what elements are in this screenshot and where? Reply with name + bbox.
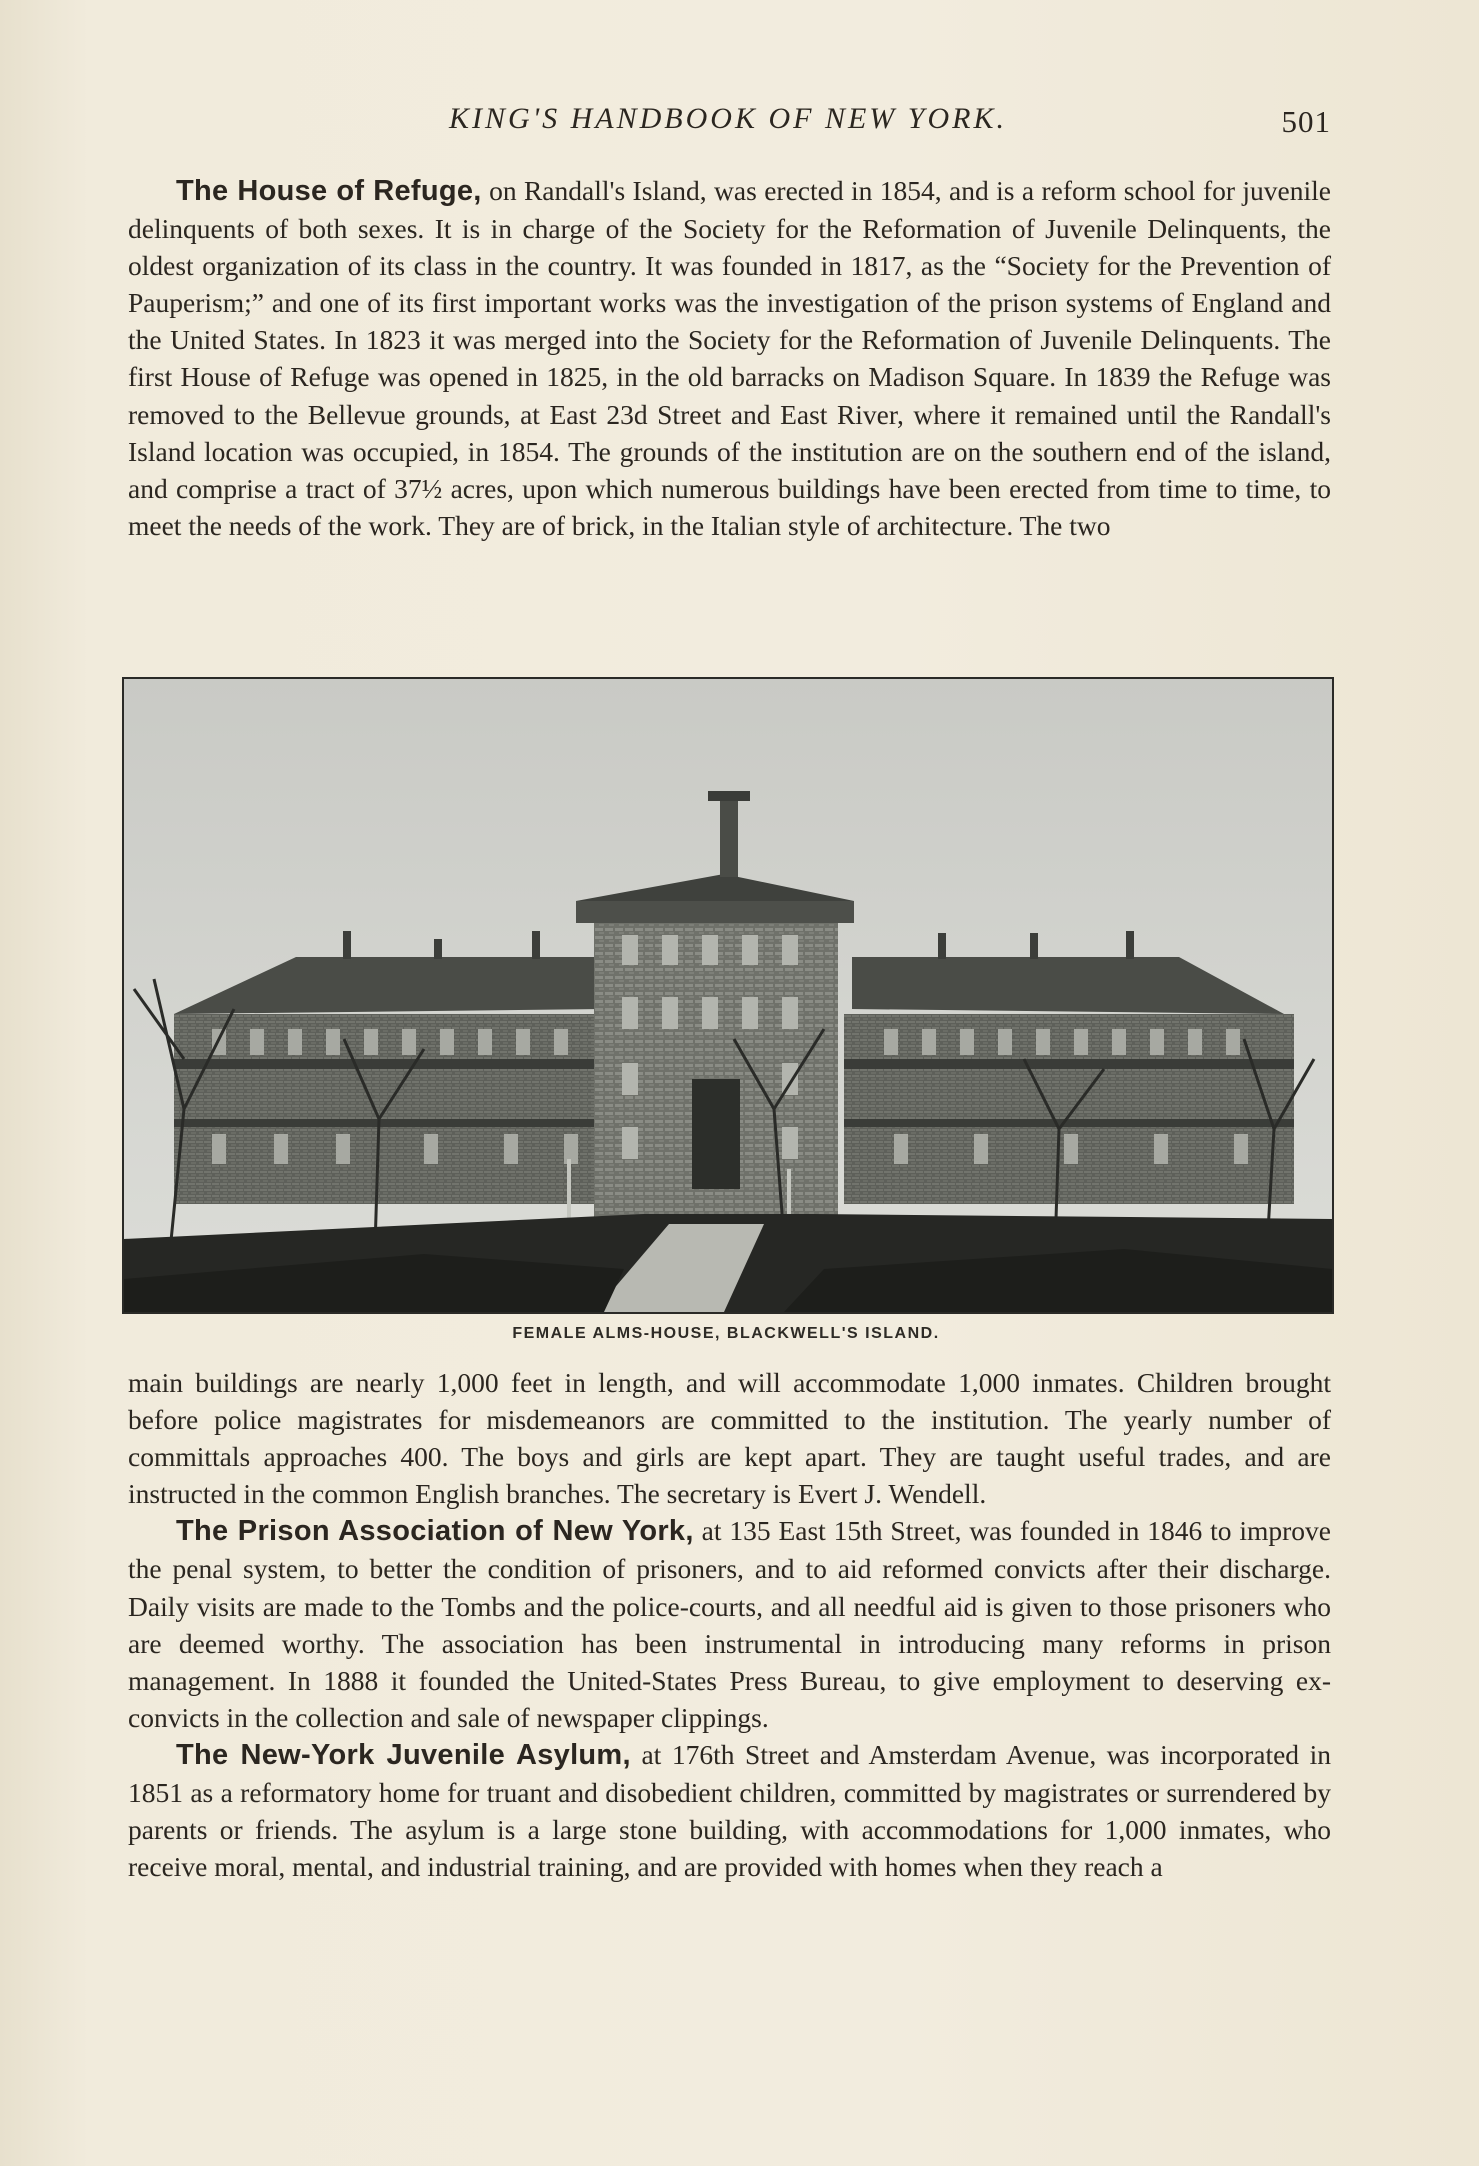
paragraph-juvenile-asylum bbox=[128, 1736, 1331, 1885]
paragraph-text: on Randall's Island, was erected in 1854, and is a reform school for juvenile delinquents of both sexes. It is in charge of the Society for the Reformation of Juvenile Delinquents, the oldest organization of its class in the country. It was founded in 1817, as the “Society for the Prevention of Pauperism;” and one of its first important works was the investigation of the prison systems of England and the United States. In 1823 it was merged into the Society for the Reformation of Juvenile Delinquents. The first House of Refuge was opened in 1825, in the old barracks on Madison Square. In 1839 the Refuge was removed to the Bellevue grounds, at East 23d Street and East River, where it remained until the Randall's Island location was occupied, in 1854. The grounds of the institution are on the southern end of the island, and comprise a tract of 37½ acres, upon which numerous buildings have been erected from time to time, to meet the needs of the work. They are of brick, in the Italian style of architecture. The two bbox=[128, 175, 1331, 541]
page-header bbox=[125, 102, 1331, 146]
paragraph-text: at 176th Street and Amsterdam Avenue, was incorporated in 1851 as a reformatory home for truant and disobedient children, committed by magistrates or surrendered by parents or friends. The asylum is a large stone building, with accommodations for 1,000 inmates, who receive moral, mental, and industrial training, and are provided with homes when they reach a bbox=[128, 1738, 1332, 1883]
section-heading: The Prison Association of New York, bbox=[176, 1515, 694, 1548]
section-heading: The House of Refuge, bbox=[176, 175, 482, 207]
paragraph-house-of-refuge bbox=[128, 172, 1331, 544]
alms-house-photograph bbox=[122, 677, 1334, 1314]
page-number: 501 bbox=[1281, 104, 1331, 139]
text-block-top bbox=[128, 172, 1331, 544]
figure-caption: FEMALE ALMS-HOUSE, BLACKWELL'S ISLAND. bbox=[512, 1325, 940, 1342]
running-title: KING'S HANDBOOK OF NEW YORK. bbox=[449, 102, 1007, 135]
section-heading: The New-York Juvenile Asylum, bbox=[176, 1738, 631, 1771]
paragraph-continuation: main buildings are nearly 1,000 feet in length, and will accommodate 1,000 inmates. Children brought before police magistrates for misdemeanors are committed to the institution. The yearly number of committals approaches 400. The boys and girls are kept apart. They are taught useful trades, and are instructed in the common English branches. The secretary is Evert J. Wendell. bbox=[128, 1367, 1331, 1510]
paragraph-prison-association bbox=[128, 1512, 1331, 1736]
text-block-bottom bbox=[128, 1364, 1331, 1885]
paragraph-text: at 135 East 15th Street, was founded in 1846 to improve the penal system, to better the condition of prisoners, and to aid reformed convicts after their discharge. Daily visits are made to the Tombs and the police-courts, and all needful aid is given to those prisoners who are deemed worthy. The association has been instrumental in introducing many reforms in prison management. In 1888 it founded the United-States Press Bureau, to give employment to deserving ex-convicts in the collection and sale of newspaper clippings. bbox=[128, 1515, 1331, 1733]
